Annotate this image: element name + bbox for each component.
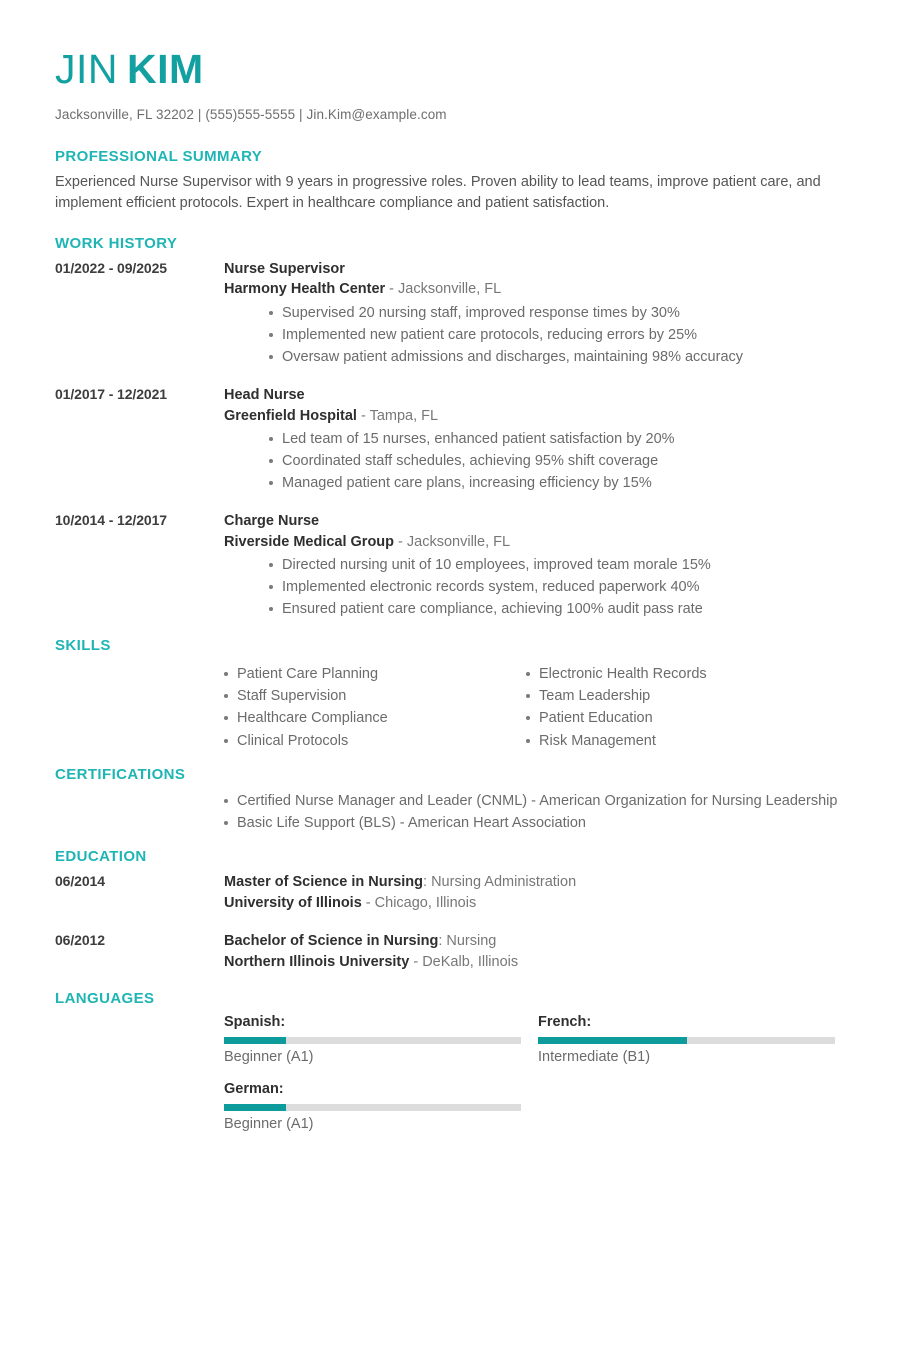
work-bullet: Managed patient care plans, increasing efficiency by 15% xyxy=(269,472,855,494)
education-degree: Master of Science in Nursing xyxy=(224,873,424,890)
section-title-certifications: CERTIFICATIONS xyxy=(55,765,186,783)
education-school: University of Illinois xyxy=(224,894,362,911)
section-work-history xyxy=(55,235,855,621)
work-location: - Jacksonville, FL xyxy=(394,533,511,550)
work-bullet: Ensured patient care compliance, achieving 100% audit pass rate xyxy=(269,598,855,620)
work-dates: 10/2014 - 12/2017 xyxy=(55,512,167,529)
first-name: JIN xyxy=(55,46,118,92)
education-school-line xyxy=(224,893,855,914)
language-name: Spanish: xyxy=(224,1013,286,1030)
skill-item: Team Leadership xyxy=(526,685,828,707)
education-field: : Nursing xyxy=(438,932,497,949)
certification-item: Certified Nurse Manager and Leader (CNML) - American Organization for Nursing Leadership xyxy=(224,790,844,812)
work-company-line xyxy=(224,279,855,300)
work-dates: 01/2022 - 09/2025 xyxy=(55,259,167,276)
skills-column-right xyxy=(526,661,828,751)
work-bullet-list xyxy=(224,428,855,494)
summary-text: Experienced Nurse Supervisor with 9 years in progressive roles. Proven ability to lead teams, improve patient care, and implement efficient protocols. Expert in healthcare compliance and patient satisfaction. xyxy=(55,174,821,212)
work-bullet: Oversaw patient admissions and discharges, maintaining 98% accuracy xyxy=(269,346,855,368)
education-dates: 06/2012 xyxy=(55,931,105,948)
language-level: Intermediate (B1) xyxy=(538,1048,651,1065)
work-company-line xyxy=(224,406,855,427)
work-entry xyxy=(55,385,855,494)
education-degree-line xyxy=(224,872,855,893)
education-degree-line xyxy=(224,931,855,952)
skills-list-left xyxy=(224,663,526,751)
languages-grid xyxy=(55,1014,855,1148)
language-level: Beginner (A1) xyxy=(224,1048,314,1065)
skill-item: Electronic Health Records xyxy=(526,663,828,685)
language-item xyxy=(224,1014,538,1065)
work-job-title: Nurse Supervisor xyxy=(224,260,345,277)
work-location: - Tampa, FL xyxy=(356,407,439,424)
skills-columns xyxy=(55,661,855,751)
section-title-education: EDUCATION xyxy=(55,847,147,865)
work-bullet: Implemented new patient care protocols, reducing errors by 25% xyxy=(269,324,855,346)
work-content xyxy=(224,385,855,494)
work-bullet: Directed nursing unit of 10 employees, improved team morale 15% xyxy=(269,554,855,576)
work-company-line xyxy=(224,532,855,553)
work-content xyxy=(224,511,855,620)
skill-item: Clinical Protocols xyxy=(224,730,526,752)
work-company: Harmony Health Center xyxy=(224,281,386,298)
work-company: Greenfield Hospital xyxy=(224,407,357,424)
language-name: German: xyxy=(224,1080,284,1097)
skill-item: Patient Education xyxy=(526,707,828,729)
work-job-title: Head Nurse xyxy=(224,386,305,403)
language-item xyxy=(224,1081,538,1132)
language-proficiency-bar xyxy=(224,1037,521,1044)
language-proficiency-fill xyxy=(224,1104,286,1111)
skills-column-left xyxy=(224,661,526,751)
work-entry xyxy=(55,511,855,620)
work-bullet-list xyxy=(224,302,855,368)
work-dates: 01/2017 - 12/2021 xyxy=(55,385,167,402)
education-entry xyxy=(55,872,855,914)
education-degree: Bachelor of Science in Nursing xyxy=(224,932,439,949)
education-entry xyxy=(55,931,855,973)
candidate-name xyxy=(55,48,855,91)
education-location: - Chicago, Illinois xyxy=(361,894,477,911)
section-skills xyxy=(55,637,855,751)
work-bullet: Supervised 20 nursing staff, improved response times by 30% xyxy=(269,302,855,324)
work-content xyxy=(224,259,855,368)
certification-item: Basic Life Support (BLS) - American Heart Association xyxy=(224,812,844,834)
skill-item: Staff Supervision xyxy=(224,685,526,707)
education-dates: 06/2014 xyxy=(55,872,105,889)
education-school-line xyxy=(224,952,855,973)
skill-item: Patient Care Planning xyxy=(224,663,526,685)
work-job-title: Charge Nurse xyxy=(224,513,320,530)
education-location: - DeKalb, Illinois xyxy=(409,953,519,970)
language-level: Beginner (A1) xyxy=(224,1115,314,1132)
section-title-work-history: WORK HISTORY xyxy=(55,234,178,252)
work-location: - Jacksonville, FL xyxy=(385,281,502,298)
work-bullet: Coordinated staff schedules, achieving 95% shift coverage xyxy=(269,450,855,472)
skill-item: Healthcare Compliance xyxy=(224,707,526,729)
contact-line: Jacksonville, FL 32202 | (555)555-5555 | Jin.Kim@example.com xyxy=(55,107,447,123)
education-school: Northern Illinois University xyxy=(224,953,410,970)
education-content xyxy=(224,872,855,914)
work-bullet: Implemented electronic records system, reduced paperwork 40% xyxy=(269,576,855,598)
language-proficiency-bar xyxy=(224,1104,521,1111)
section-education xyxy=(55,848,855,973)
certifications-body xyxy=(55,790,855,834)
section-title-skills: SKILLS xyxy=(55,637,111,655)
work-bullet: Led team of 15 nurses, enhanced patient satisfaction by 20% xyxy=(269,428,855,450)
skills-list-right xyxy=(526,663,828,751)
language-proficiency-bar xyxy=(538,1037,835,1044)
education-content xyxy=(224,931,855,973)
section-professional-summary xyxy=(55,148,855,215)
language-item xyxy=(538,1014,852,1065)
education-field: : Nursing Administration xyxy=(423,873,577,890)
section-title-languages: LANGUAGES xyxy=(55,989,155,1007)
work-company: Riverside Medical Group xyxy=(224,533,395,550)
work-entry xyxy=(55,259,855,368)
section-title-summary: PROFESSIONAL SUMMARY xyxy=(55,148,263,166)
language-proficiency-fill xyxy=(538,1037,687,1044)
last-name: KIM xyxy=(127,46,204,92)
language-proficiency-fill xyxy=(224,1037,286,1044)
section-certifications xyxy=(55,766,855,834)
certifications-list xyxy=(224,790,855,834)
skill-item: Risk Management xyxy=(526,730,828,752)
work-bullet-list xyxy=(224,554,855,620)
section-languages xyxy=(55,990,855,1148)
language-name: French: xyxy=(538,1013,592,1030)
